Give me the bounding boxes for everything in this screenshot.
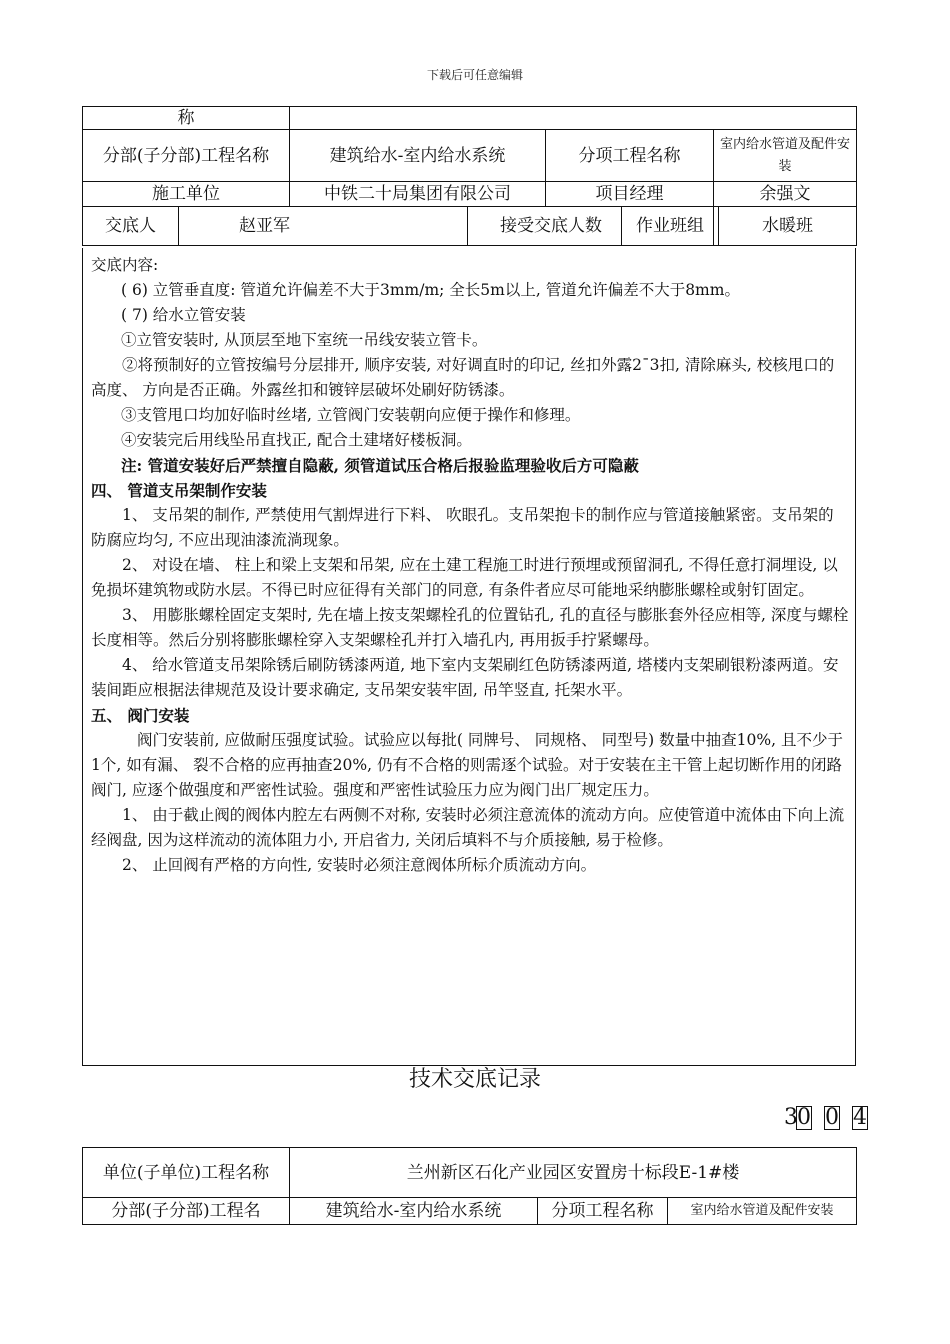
section4-p4: 4、 给水管道支吊架除锈后刷防锈漆两道, 地下室内支架刷红色防锈漆两道, 塔楼内支架刷银粉漆两道。安装间距应根据法律规范及设计要求确定, 支吊架安装牢固, 吊竿竖直, 托架水平。 <box>91 656 839 699</box>
briefer-value: 赵亚军 <box>179 207 468 246</box>
unit-project-label: 单位(子单位)工程名称 <box>83 1148 290 1198</box>
subitem2-label: 分项工程名称 <box>538 1198 668 1225</box>
briefer-label: 交底人 <box>83 207 179 246</box>
record-number <box>784 1104 868 1132</box>
content-p3: ①立管安装时, 从顶层至地下室统一吊线安装立管卡。 <box>121 331 488 349</box>
subitem2-value: 室内给水管道及配件安装 <box>668 1198 857 1225</box>
info-table-top <box>82 106 857 246</box>
content-p2: ( 7) 给水立管安装 <box>121 306 246 324</box>
section5-title: 五、 阀门安装 <box>91 706 190 725</box>
receiver-count-label: 接受交底人数 <box>468 207 622 246</box>
content-note: 注: 管道安装好后严禁擅自隐蔽, 须管道试压合格后报验监理验收后方可隐蔽 <box>121 456 639 475</box>
briefing-content-box <box>82 248 856 1066</box>
project-manager-label: 项目经理 <box>546 182 714 207</box>
content-heading: 交底内容: <box>91 256 159 274</box>
briefing-content <box>91 253 849 878</box>
row0-value <box>290 107 857 130</box>
subitem-value: 室内给水管道及配件安装 <box>714 130 857 182</box>
team-label: 作业班组 <box>622 207 719 245</box>
project-manager-value: 余强文 <box>714 182 857 207</box>
document-title: 技术交底记录 <box>408 1067 541 1092</box>
record-number-digit-3: 0 <box>825 1105 839 1130</box>
subdivision2-value: 建筑给水-室内给水系统 <box>290 1198 538 1225</box>
record-number-digit-2: 0 <box>797 1105 811 1130</box>
content-p1: ( 6) 立管垂直度: 管道允许偏差不大于3mm/m; 全长5m以上, 管道允许偏差不大于8mm。 <box>121 281 740 299</box>
header-note: 下载后可任意编辑 <box>426 68 523 82</box>
team-value: 水暖班 <box>762 216 814 236</box>
record-number-digit-1: 3 <box>784 1105 798 1130</box>
info-table-bottom <box>82 1147 857 1225</box>
subdivision2-label: 分部(子分部)工程名 <box>83 1198 290 1225</box>
content-p4: ②将预制好的立管按编号分层排开, 顺序安装, 对好调直时的印记, 丝扣外露2ˉ3扣, 清除麻头, 校核甩口的高度、 方向是否正确。外露丝扣和镀锌层破坏处刷好防锈漆。 <box>91 356 835 399</box>
section4-p1: 1、 支吊架的制作, 严禁使用气割焊进行下料、 吹眼孔。支吊架抱卡的制作应与管道接触紧密。支吊架的防腐应均匀, 不应出现油漆流淌现象。 <box>91 506 834 549</box>
contractor-value: 中铁二十局集团有限公司 <box>290 182 546 207</box>
contractor-label: 施工单位 <box>83 182 290 207</box>
section5-p1: 阀门安装前, 应做耐压强度试验。试验应以每批( 同牌号、 同规格、 同型号) 数量中抽查10%, 且不少于1个, 如有漏、 裂不合格的应再抽查20%, 仍有不合格的则需逐个试验。对于安装在主干管上起切断作用的闭路阀门, 应逐个做强度和严密性试验。强度和严密性试验压力应为阀门出厂规定压力。 <box>91 731 843 799</box>
subdivision-value: 建筑给水-室内给水系统 <box>290 130 546 182</box>
subitem-label: 分项工程名称 <box>546 130 714 182</box>
section5-p2: 1、 由于截止阀的阀体内腔左右两侧不对称, 安装时必须注意流体的流动方向。应使管道中流体由下向上流经阀盘, 因为这样流动的流体阻力小, 开启省力, 关闭后填料不与介质接触, 易于检修。 <box>91 806 845 849</box>
unit-project-value: 兰州新区石化产业园区安置房十标段E-1#楼 <box>290 1148 857 1198</box>
row0-label: 称 <box>83 107 290 130</box>
section5-p3: 2、 止回阀有严格的方向性, 安装时必须注意阀体所标介质流动方向。 <box>122 856 597 874</box>
content-p5: ③支管甩口均加好临时丝堵, 立管阀门安装朝向应便于操作和修理。 <box>121 406 581 424</box>
section4-p2: 2、 对设在墙、 柱上和梁上支架和吊架, 应在土建工程施工时进行预埋或预留洞孔, 不得任意打洞埋设, 以免损坏建筑物或防水层。不得已时应征得有关部门的同意, 有条件者应尽可能地采纳膨胀螺栓或射钉固定。 <box>91 556 838 599</box>
content-p6: ④安装完后用线坠吊直找正, 配合土建堵好楼板洞。 <box>121 431 472 449</box>
section4-title: 四、 管道支吊架制作安装 <box>91 481 267 500</box>
record-number-digit-4: 4 <box>853 1105 867 1130</box>
team-cell <box>636 207 857 246</box>
section4-p3: 3、 用膨胀螺栓固定支架时, 先在墙上按支架螺栓孔的位置钻孔, 孔的直径与膨胀套外径应相等, 深度与螺栓长度相等。然后分别将膨胀螺栓穿入支架螺栓孔并打入墙孔内, 再用扳手拧紧螺母。 <box>91 606 849 649</box>
subdivision-label: 分部(子分部)工程名称 <box>83 130 290 182</box>
